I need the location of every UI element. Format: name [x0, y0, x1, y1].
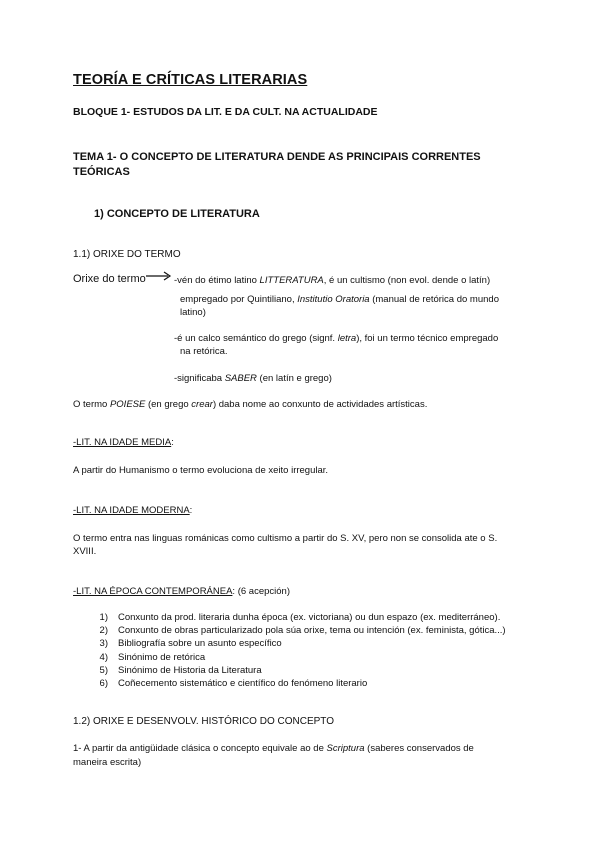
list-item: 3) Bibliografía sobre un asunto específico — [99, 638, 282, 649]
block-heading: BLOQUE 1- ESTUDOS DA LIT. E DA CULT. NA ACTUALIDADE — [73, 106, 378, 118]
subsection-orixe-desenvolv: 1.2) ORIXE E DESENVOLV. HISTÓRICO DO CONCEPTO — [73, 716, 334, 727]
list-item: 2) Conxunto de obras particularizado pola súa orixe, tema ou intención (ex. feminista, gótica...) — [99, 625, 506, 636]
list-item: 5) Sinónimo de Historia da Literatura — [99, 665, 262, 676]
subsection-orixe-termo: 1.1) ORIXE DO TERMO — [73, 249, 181, 260]
document-title: TEORÍA E CRÍTICAS LITERARIAS — [73, 72, 308, 88]
heading-epoca-contemporanea: -LIT. NA ÉPOCA CONTEMPORÁNEA: (6 acepción) — [73, 586, 290, 597]
orixe-item-a-line2: empregado por Quintiliano, Institutio Oratoria (manual de retórica do mundo — [180, 294, 499, 305]
list-item: 1) Conxunto da prod. literaria dunha época (ex. victoriana) ou dun espazo (ex. mediterráneo). — [99, 612, 501, 623]
paragraph-idade-moderna-line1: O termo entra nas linguas románicas como cultismo a partir do S. XV, pero non se consolida ate o S. — [73, 533, 498, 544]
paragraph-scriptura-line1: 1- A partir da antigüidade clásica o concepto equivale ao de Scriptura (saberes conservados de — [73, 743, 474, 754]
paragraph-scriptura-line2: maneira escrita) — [73, 757, 142, 768]
poiese-paragraph: O termo POIESE (en grego crear) daba nome ao conxunto de actividades artísticas. — [73, 399, 428, 410]
paragraph-idade-moderna-line2: XVIII. — [73, 546, 97, 557]
tema-heading-line1: TEMA 1- O CONCEPTO DE LITERATURA DENDE AS PRINCIPAIS CORRENTES — [73, 151, 481, 163]
orixe-item-b-line1: -é un calco semántico do grego (signf. letra), foi un termo técnico empregado — [174, 333, 499, 344]
tema-heading-line2: TEÓRICAS — [73, 166, 130, 178]
orixe-item-c-line1: -significaba SABER (en latín e grego) — [174, 373, 332, 384]
orixe-item-a-line1: -vén do étimo latino LITTERATURA, é un cultismo (non evol. dende o latín) — [174, 275, 491, 286]
heading-idade-moderna: -LIT. NA IDADE MODERNA: — [73, 505, 193, 516]
paragraph-idade-media: A partir do Humanismo o termo evoluciona de xeito irregular. — [73, 465, 329, 476]
orixe-item-b-line2: na retórica. — [180, 346, 228, 357]
list-item: 6) Coñecemento sistemático e científico do fenómeno literario — [99, 678, 368, 689]
arrow-right-icon — [146, 267, 172, 281]
list-item: 4) Sinónimo de retórica — [99, 652, 206, 663]
heading-idade-media: -LIT. NA IDADE MEDIA: — [73, 437, 174, 448]
section-heading-concepto: 1) CONCEPTO DE LITERATURA — [94, 208, 260, 220]
orixe-label: Orixe do termo — [73, 273, 146, 285]
orixe-item-a-line3: latino) — [180, 307, 206, 318]
